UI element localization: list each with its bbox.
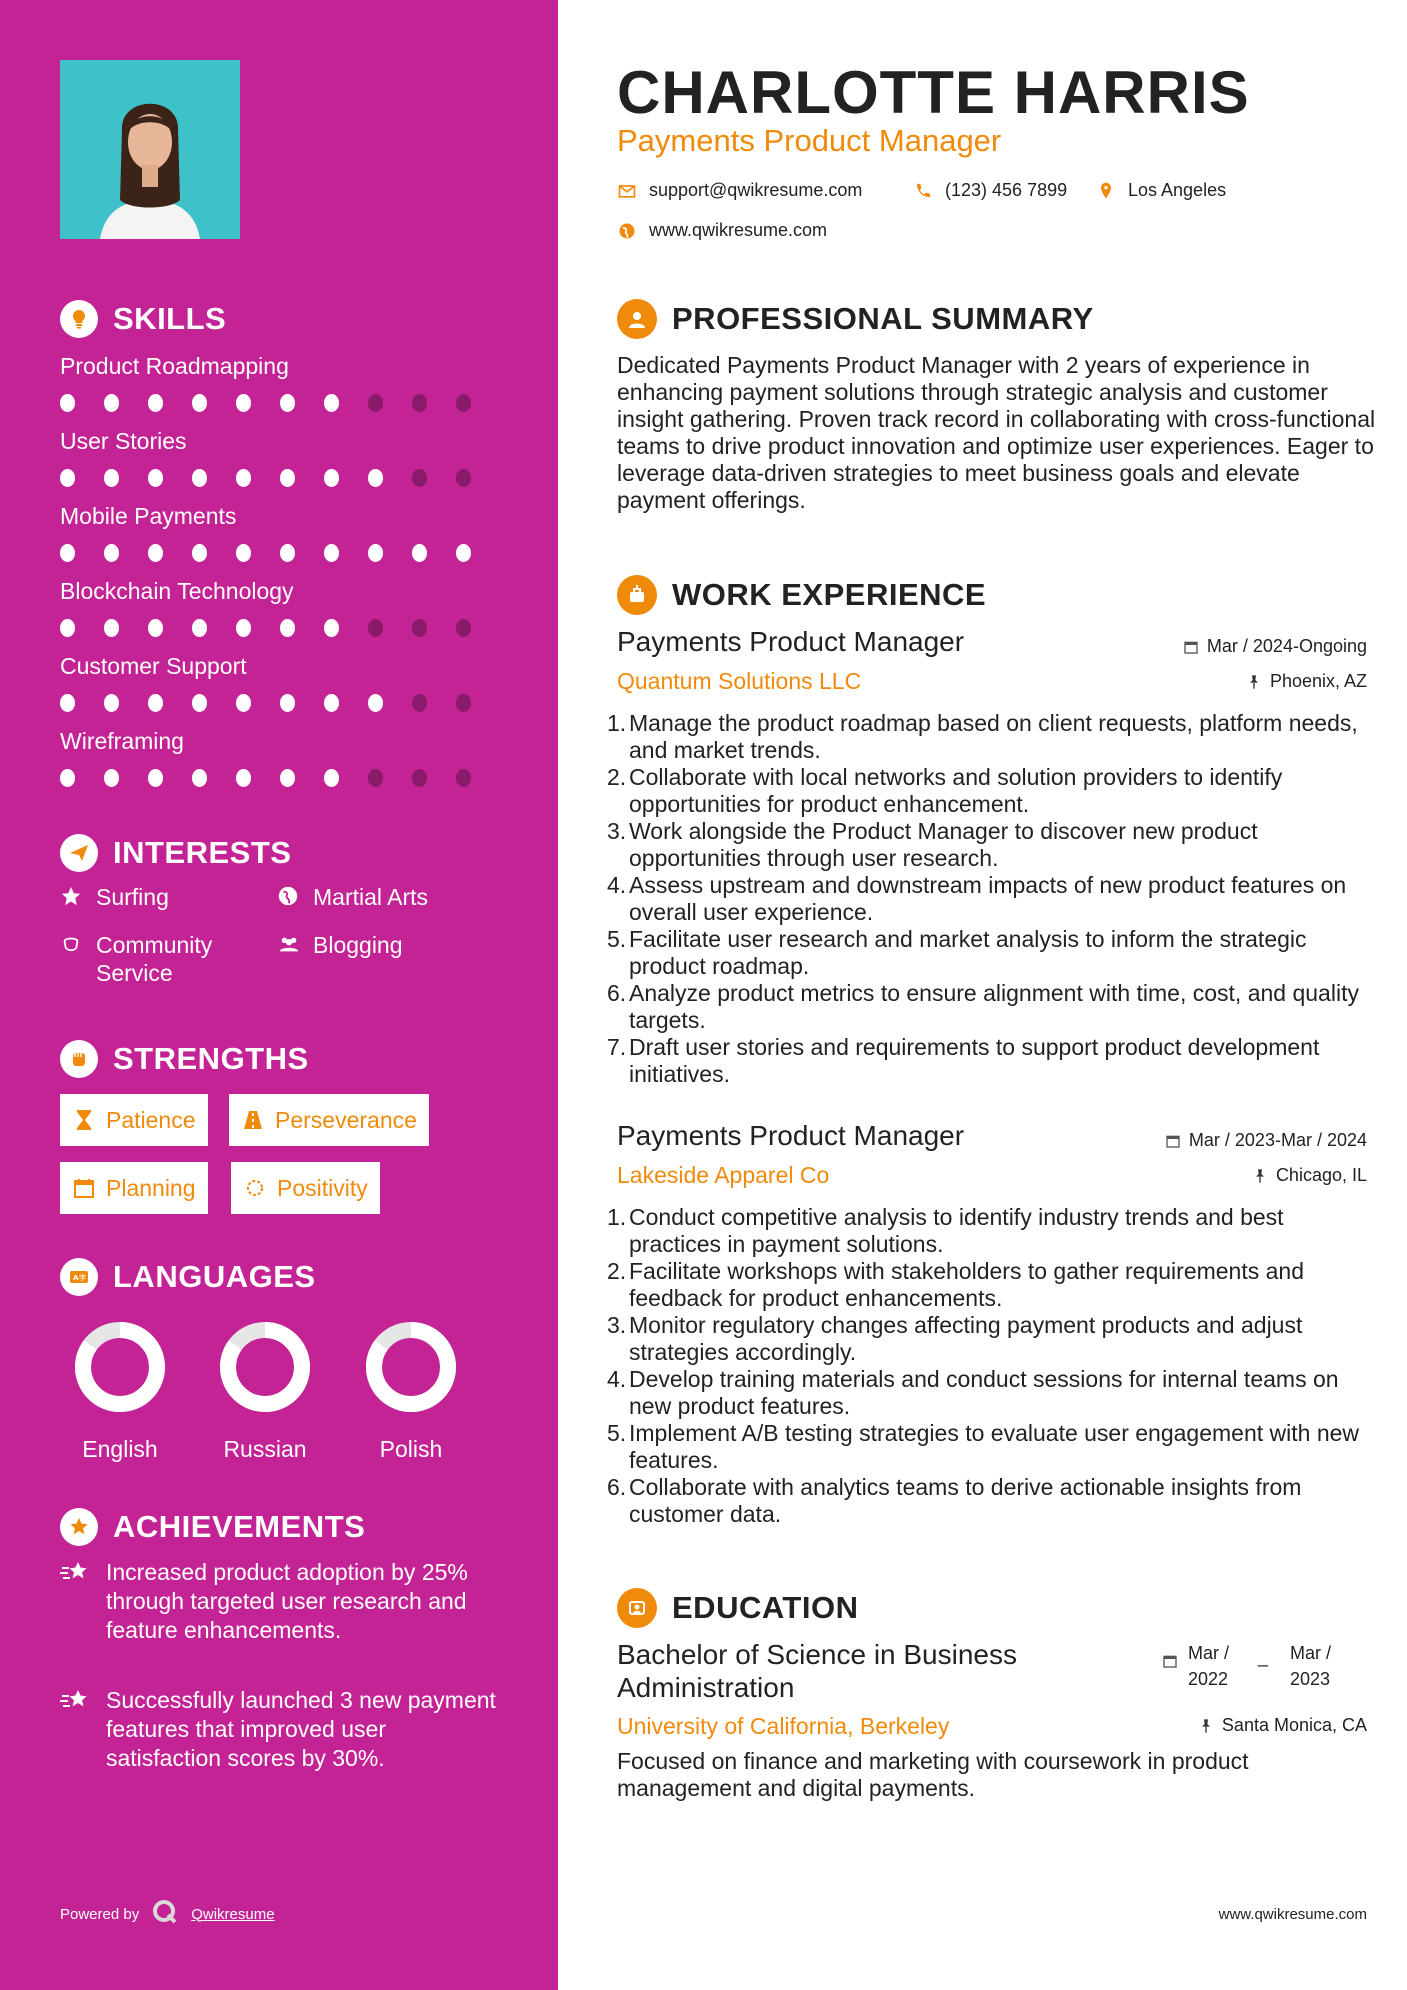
- skill-rating: [60, 544, 500, 562]
- rating-dot-empty: [368, 769, 383, 787]
- rating-dot-filled: [236, 544, 251, 562]
- job-dates-text: Mar / 2024-Ongoing: [1206, 636, 1367, 656]
- rating-dot-filled: [236, 394, 251, 412]
- location-text: Los Angeles: [1128, 180, 1227, 200]
- skill-name: Blockchain Technology: [60, 578, 294, 604]
- skill-rating: [60, 769, 500, 787]
- rating-dot-filled: [148, 769, 163, 787]
- bullet-text: Facilitate user research and market analysis to inform the strategic product roadmap.: [629, 926, 1307, 979]
- rating-dot-filled: [60, 694, 75, 712]
- rating-dot-empty: [456, 469, 471, 487]
- strengths-heading: [60, 1040, 309, 1078]
- rating-dot-filled: [368, 469, 383, 487]
- rating-dot-filled: [104, 694, 119, 712]
- job-title: Payments Product Manager: [617, 1120, 965, 1151]
- candidate-role: Payments Product Manager: [617, 123, 1002, 158]
- language-ring: [75, 1322, 165, 1412]
- rating-dot-filled: [456, 544, 471, 562]
- hourglass-icon: [72, 1108, 96, 1132]
- road-icon: [241, 1108, 265, 1132]
- skill-rating: [60, 694, 500, 712]
- job-bullet: [607, 818, 1377, 872]
- bullet-number: 1.: [607, 710, 627, 736]
- job-title: Payments Product Manager: [617, 626, 965, 657]
- job-location: [1246, 671, 1367, 692]
- job-bullet: [607, 1312, 1377, 1366]
- bullet-text: Analyze product metrics to ensure alignment with time, cost, and quality targets.: [629, 980, 1359, 1033]
- bullet-number: 7.: [607, 1034, 627, 1060]
- skill-name: Wireframing: [60, 728, 184, 754]
- rating-dot-filled: [60, 619, 75, 637]
- pin-icon: [1198, 1718, 1214, 1734]
- skill-item: [60, 652, 500, 712]
- summary-title: PROFESSIONAL SUMMARY: [672, 301, 1094, 336]
- achievement-text: Successfully launched 3 new payment features that improved user satisfaction scores by 30%.: [106, 1687, 496, 1771]
- calendar-icon: [1165, 1133, 1181, 1149]
- bullet-number: 6.: [607, 980, 627, 1006]
- bullet-number: 3.: [607, 1312, 627, 1338]
- strength-badge: [60, 1094, 208, 1146]
- skill-item: [60, 427, 500, 487]
- achievement-item: [60, 1558, 500, 1645]
- rating-dot-filled: [104, 394, 119, 412]
- user-icon: [617, 299, 657, 339]
- language-item: [215, 1322, 315, 1463]
- rating-dot-filled: [324, 394, 339, 412]
- strength-label: Planning: [106, 1174, 196, 1201]
- language-label: Russian: [223, 1436, 307, 1462]
- bullet-text: Work alongside the Product Manager to discover new product opportunities through user research.: [629, 818, 1258, 871]
- rating-dot-filled: [236, 694, 251, 712]
- rating-dot-filled: [236, 619, 251, 637]
- job-bullets: [607, 1204, 1377, 1528]
- degree-title: [617, 1638, 1137, 1704]
- rating-dot-filled: [192, 469, 207, 487]
- interests-heading: [60, 834, 291, 872]
- rating-dot-filled: [60, 469, 75, 487]
- bullet-number: 5.: [607, 926, 627, 952]
- rating-dot-filled: [104, 769, 119, 787]
- rating-dot-filled: [280, 619, 295, 637]
- language-ring: [366, 1322, 456, 1412]
- strength-label: Positivity: [277, 1174, 368, 1201]
- achievements-title: ACHIEVEMENTS: [113, 1509, 366, 1544]
- skills-title: SKILLS: [113, 301, 227, 336]
- company-name: Quantum Solutions LLC: [617, 668, 862, 694]
- job-bullet: [607, 1258, 1377, 1312]
- star-icon: [60, 883, 84, 913]
- phone-contact: [913, 180, 1067, 201]
- rating-dot-filled: [324, 469, 339, 487]
- rating-dot-filled: [324, 544, 339, 562]
- rating-dot-filled: [280, 694, 295, 712]
- strength-label: Patience: [106, 1106, 196, 1133]
- users-icon: [277, 931, 301, 961]
- rating-dot-empty: [412, 769, 427, 787]
- skill-item: [60, 577, 500, 637]
- rating-dot-filled: [324, 619, 339, 637]
- pin-icon: [1252, 1168, 1268, 1184]
- education-description: Focused on finance and marketing with coursework in product management and digital payments.: [617, 1748, 1249, 1801]
- profile-photo: [60, 60, 240, 239]
- sidebar: [0, 0, 558, 1990]
- interest-item: [277, 883, 428, 913]
- rating-dot-filled: [148, 469, 163, 487]
- rating-dot-empty: [368, 394, 383, 412]
- education-heading: [617, 1588, 858, 1628]
- rating-dot-filled: [280, 544, 295, 562]
- rating-dot-filled: [280, 394, 295, 412]
- phone-text: (123) 456 7899: [945, 180, 1068, 200]
- rating-dot-empty: [412, 394, 427, 412]
- job-location-text: Chicago, IL: [1275, 1165, 1367, 1185]
- achievement-item: [60, 1686, 500, 1773]
- website-contact: [617, 220, 827, 241]
- job-bullet: [607, 1366, 1377, 1420]
- job-bullets: [607, 710, 1377, 1088]
- rating-dot-filled: [60, 769, 75, 787]
- map-pin-icon: [1096, 181, 1116, 201]
- phone-icon: [913, 181, 933, 201]
- brand-link[interactable]: Qwikresume: [191, 1905, 275, 1923]
- bullet-text: Collaborate with local networks and solution providers to identify opportunities for product enhancement.: [629, 764, 1283, 817]
- education-location: [1198, 1715, 1367, 1736]
- skill-name: Customer Support: [60, 653, 247, 679]
- powered-by: [60, 1898, 275, 1930]
- bullet-text: Assess upstream and downstream impacts of new product features on overall user experience.: [629, 872, 1347, 925]
- rating-dot-filled: [236, 469, 251, 487]
- skill-rating: [60, 469, 500, 487]
- rating-dot-filled: [104, 544, 119, 562]
- bullet-number: 4.: [607, 1366, 627, 1392]
- envelope-icon: [617, 181, 637, 201]
- portrait-image: [60, 60, 240, 239]
- bullet-text: Facilitate workshops with stakeholders to gather requirements and feedback for product enhancements.: [629, 1258, 1305, 1311]
- rating-dot-filled: [280, 769, 295, 787]
- rating-dot-filled: [104, 469, 119, 487]
- location-contact: [1096, 180, 1226, 201]
- globe-icon: [617, 221, 637, 241]
- degree-line: Bachelor of Science in Business: [617, 1639, 1017, 1670]
- footer-url[interactable]: www.qwikresume.com: [1218, 1906, 1367, 1923]
- rating-dot-filled: [412, 544, 427, 562]
- interest-label: Community Service: [96, 932, 213, 986]
- rating-dot-filled: [280, 469, 295, 487]
- job-location-text: Phoenix, AZ: [1269, 671, 1367, 691]
- bullet-text: Draft user stories and requirements to support product development initiatives.: [629, 1034, 1320, 1087]
- achievement-text: Increased product adoption by 25% through targeted user research and feature enhancements.: [106, 1559, 468, 1643]
- bullet-number: 4.: [607, 872, 627, 898]
- rating-dot-filled: [192, 544, 207, 562]
- language-item: [70, 1322, 170, 1463]
- job-dates-text: Mar / 2023-Mar / 2024: [1188, 1130, 1367, 1150]
- languages-title: LANGUAGES: [113, 1259, 316, 1294]
- strengths-title: STRENGTHS: [113, 1041, 309, 1076]
- email-text[interactable]: support@qwikresume.com: [649, 180, 863, 200]
- skill-item: [60, 727, 500, 787]
- bullet-number: 3.: [607, 818, 627, 844]
- calendar-icon: [1183, 639, 1199, 655]
- languages-heading: [60, 1258, 316, 1296]
- bullet-number: 5.: [607, 1420, 627, 1446]
- language-label: English: [82, 1436, 158, 1462]
- skills-heading: [60, 300, 226, 338]
- briefcase-icon: [617, 575, 657, 615]
- summary-text: Dedicated Payments Product Manager with 2 years of experience in enhancing payment solutions through strategic analysis and customer insight gathering. Proven track record in collaborating with cross-functional teams to drive product innovation and optimize user experiences. Eager to leverage data-driven strategies to meet business goals and elevate payment offerings.: [617, 352, 1376, 513]
- interest-label: Blogging: [313, 932, 403, 958]
- rating-dot-filled: [324, 769, 339, 787]
- job-bullet: [607, 1034, 1377, 1088]
- rating-dot-filled: [192, 694, 207, 712]
- skill-name: Mobile Payments: [60, 503, 237, 529]
- education-location-text: Santa Monica, CA: [1221, 1715, 1367, 1735]
- rating-dot-filled: [60, 394, 75, 412]
- rating-dot-empty: [412, 619, 427, 637]
- rating-dot-filled: [60, 544, 75, 562]
- bullet-text: Develop training materials and conduct sessions for internal teams on new product features.: [629, 1366, 1339, 1419]
- job-bullet: [607, 1420, 1377, 1474]
- skill-name: User Stories: [60, 428, 187, 454]
- achievements-heading: [60, 1508, 365, 1546]
- interest-item: [60, 931, 250, 987]
- calendar-icon: [1162, 1653, 1178, 1669]
- bullet-text: Manage the product roadmap based on client requests, platform needs, and market trends.: [629, 710, 1358, 763]
- bullet-number: 1.: [607, 1204, 627, 1230]
- language-item: [361, 1322, 461, 1463]
- rating-dot-filled: [192, 394, 207, 412]
- rating-dot-empty: [456, 769, 471, 787]
- paper-plane-icon: [60, 834, 98, 872]
- interests-title: INTERESTS: [113, 835, 292, 870]
- job-bullet: [607, 1204, 1377, 1258]
- bullet-text: Monitor regulatory changes affecting payment products and adjust strategies accordingly.: [629, 1312, 1303, 1365]
- globe-icon: [277, 883, 301, 913]
- job-dates: [1183, 636, 1367, 657]
- work-heading: [617, 575, 986, 615]
- job-dates: [1165, 1130, 1367, 1151]
- job-bullet: [607, 926, 1377, 980]
- degree-line: Administration: [617, 1672, 795, 1703]
- interest-label: Martial Arts: [313, 884, 429, 910]
- rating-dot-empty: [412, 694, 427, 712]
- company-name: Lakeside Apparel Co: [617, 1162, 830, 1188]
- star-burst-icon: [60, 1558, 92, 1645]
- job-bullet: [607, 872, 1377, 926]
- qwikresume-logo-icon: [151, 1898, 179, 1930]
- candidate-name: CHARLOTTE HARRIS: [617, 59, 1250, 126]
- rating-dot-empty: [412, 469, 427, 487]
- rating-dot-filled: [368, 544, 383, 562]
- job-bullet: [607, 764, 1377, 818]
- calendar-icon: [72, 1176, 96, 1200]
- bullet-text: Conduct competitive analysis to identify industry trends and best practices in payment solutions.: [629, 1204, 1284, 1257]
- strength-badge: [229, 1094, 429, 1146]
- job-bullet: [607, 980, 1377, 1034]
- svg-text:A字: A字: [73, 1274, 87, 1282]
- job-bullet: [607, 1474, 1377, 1528]
- rating-dot-filled: [192, 619, 207, 637]
- rating-dot-empty: [456, 394, 471, 412]
- bullet-number: 6.: [607, 1474, 627, 1500]
- rating-dot-filled: [148, 394, 163, 412]
- email-contact: [617, 180, 862, 201]
- edu-start-date: Mar / 2022: [1188, 1643, 1230, 1689]
- date-separator: _: [1258, 1647, 1269, 1667]
- rating-dot-empty: [456, 694, 471, 712]
- strength-label: Perseverance: [275, 1106, 417, 1133]
- summary-heading: [617, 299, 1094, 339]
- education-dates: [1162, 1640, 1350, 1692]
- rating-dot-filled: [148, 544, 163, 562]
- job-bullet: [607, 710, 1377, 764]
- work-title: WORK EXPERIENCE: [672, 577, 987, 612]
- pin-icon: [1246, 674, 1262, 690]
- skill-rating: [60, 394, 500, 412]
- language-label: Polish: [379, 1436, 443, 1462]
- school-name: University of California, Berkeley: [617, 1713, 950, 1739]
- graduation-icon: [617, 1588, 657, 1628]
- sun-icon: [243, 1176, 267, 1200]
- edu-end-date: Mar / 2023: [1290, 1643, 1332, 1689]
- rating-dot-empty: [456, 619, 471, 637]
- skill-rating: [60, 619, 500, 637]
- website-text[interactable]: www.qwikresume.com: [649, 220, 828, 240]
- interest-item: [60, 883, 169, 913]
- fist-icon: [60, 1040, 98, 1078]
- rating-dot-filled: [324, 694, 339, 712]
- bullet-text: Implement A/B testing strategies to evaluate user engagement with new features.: [629, 1420, 1360, 1473]
- rating-dot-empty: [368, 619, 383, 637]
- language-icon: [60, 1258, 98, 1296]
- education-title: EDUCATION: [672, 1590, 859, 1625]
- skill-name: Product Roadmapping: [60, 353, 289, 379]
- job-location: [1252, 1165, 1367, 1186]
- strength-badge: [231, 1162, 380, 1214]
- skill-item: [60, 352, 500, 412]
- language-ring: [220, 1322, 310, 1412]
- skill-item: [60, 502, 500, 562]
- bullet-number: 2.: [607, 764, 627, 790]
- rating-dot-filled: [104, 619, 119, 637]
- powered-by-label: Powered by: [60, 1905, 140, 1923]
- hand-icon: [60, 931, 84, 987]
- rating-dot-filled: [148, 694, 163, 712]
- lightbulb-icon: [60, 300, 98, 338]
- star-burst-icon: [60, 1686, 92, 1773]
- trophy-star-icon: [60, 1508, 98, 1546]
- bullet-number: 2.: [607, 1258, 627, 1284]
- rating-dot-filled: [148, 619, 163, 637]
- bullet-text: Collaborate with analytics teams to derive actionable insights from customer data.: [629, 1474, 1302, 1527]
- rating-dot-filled: [192, 769, 207, 787]
- interest-item: [277, 931, 403, 961]
- strength-badge: [60, 1162, 208, 1214]
- rating-dot-filled: [368, 694, 383, 712]
- main-content: [558, 0, 1407, 1990]
- rating-dot-filled: [236, 769, 251, 787]
- interest-label: Surfing: [96, 884, 169, 910]
